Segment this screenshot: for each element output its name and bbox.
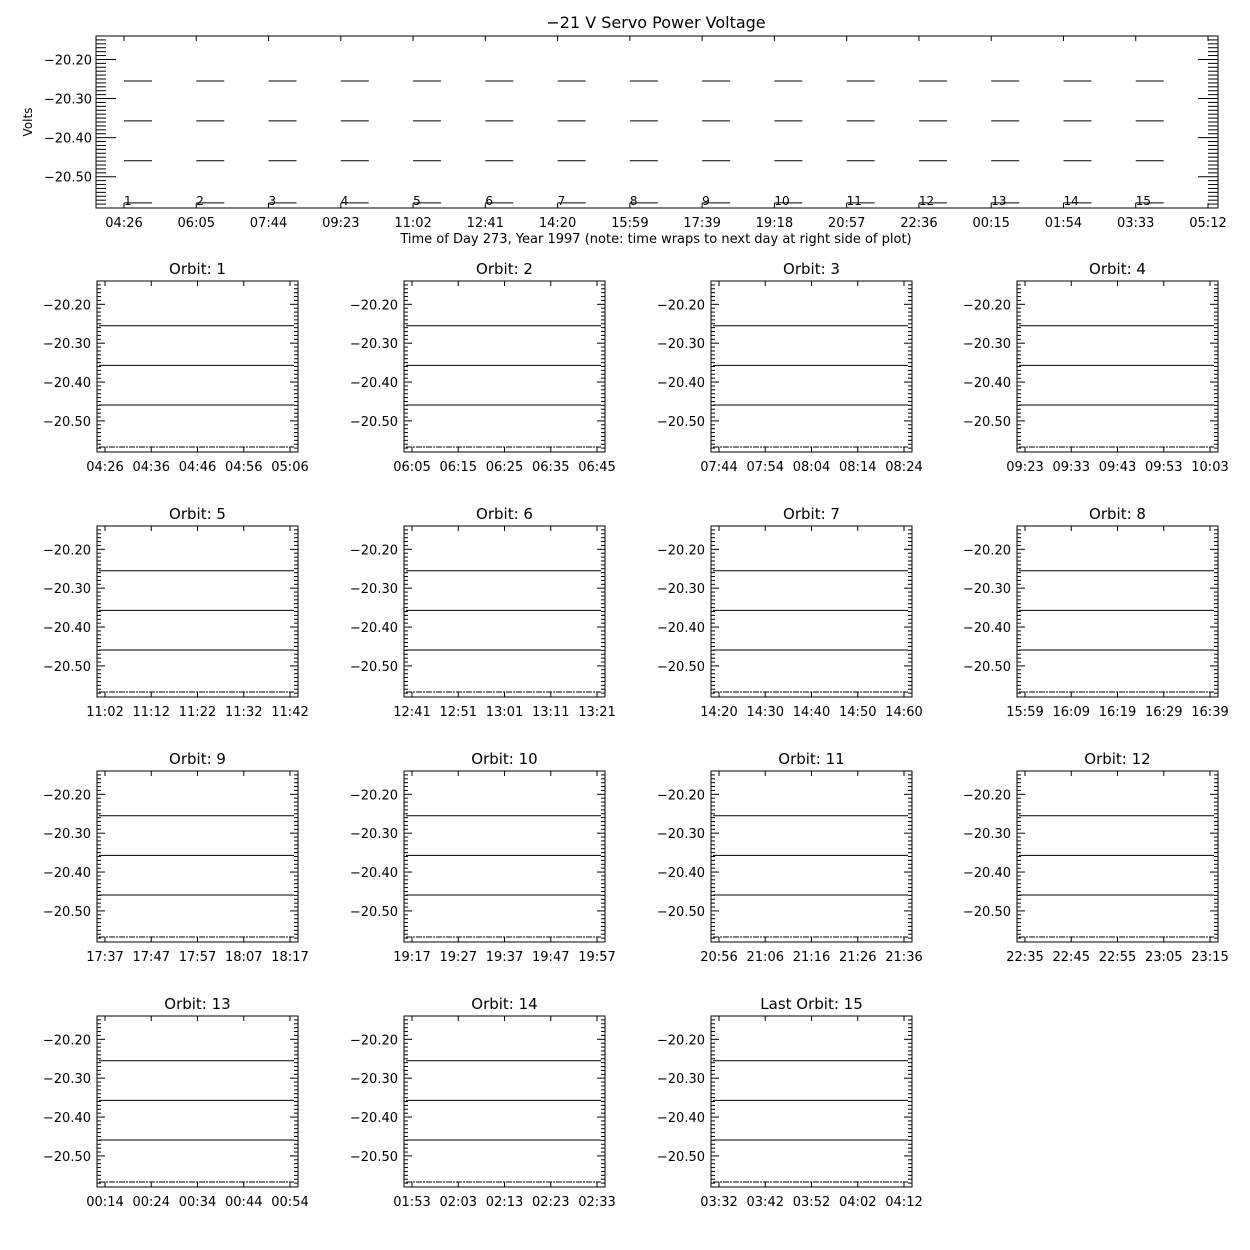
orbit-y-tick-label: −20.50 [42,904,91,920]
orbit-x-tick-label: 08:14 [839,460,877,475]
orbit-y-tick-label: −20.20 [42,788,91,804]
orbit-panel-title: Orbit: 7 [783,505,840,523]
orbit-y-tick-label: −20.20 [349,298,398,314]
orbit-panel-title: Orbit: 10 [471,750,538,768]
orbit-panel-13 [43,995,309,1210]
orbit-y-tick-label: −20.50 [656,414,705,430]
main-x-tick-label: 22:36 [900,216,938,231]
main-x-tick-label: 00:15 [972,216,1010,231]
orbit-y-tick-label: −20.40 [42,1111,91,1127]
orbit-panel-frame [404,526,605,697]
orbit-x-tick-label: 04:26 [86,460,124,475]
orbit-y-tick-label: −20.50 [656,1149,705,1165]
orbit-x-tick-label: 02:33 [578,1195,616,1210]
orbit-x-tick-label: 06:15 [439,460,477,475]
orbit-x-tick-label: 11:32 [225,705,263,720]
orbit-panel-8 [963,505,1229,720]
main-orbit-number-label: 9 [702,194,710,208]
orbit-y-tick-label: −20.20 [962,788,1011,804]
orbit-panel-4 [963,260,1229,475]
orbit-y-tick-label: −20.50 [962,659,1011,675]
main-x-tick-label: 01:54 [1044,216,1083,231]
orbit-x-tick-label: 02:03 [439,1195,477,1210]
orbit-y-tick-label: −20.30 [42,337,91,353]
main-x-tick-label: 07:44 [249,216,288,231]
main-orbit-number-label: 5 [413,194,421,208]
orbit-x-tick-label: 14:50 [839,705,877,720]
orbit-y-tick-label: −20.50 [962,414,1011,430]
orbit-y-tick-label: −20.20 [656,1033,705,1049]
orbit-y-tick-label: −20.50 [42,659,91,675]
orbit-panel-10 [350,750,616,965]
orbit-panel-title: Orbit: 5 [169,505,226,523]
orbit-y-tick-label: −20.30 [656,1072,705,1088]
orbit-y-tick-label: −20.40 [962,621,1011,637]
main-y-tick-label: −20.40 [43,131,92,147]
orbit-y-tick-label: −20.40 [656,1111,705,1127]
main-orbit-number-label: 3 [268,194,277,208]
orbit-y-tick-label: −20.50 [349,1149,398,1165]
main-x-tick-label: 11:02 [394,216,432,231]
orbit-x-tick-label: 19:17 [393,950,431,965]
orbit-y-tick-label: −20.40 [349,621,398,637]
orbit-x-tick-label: 00:24 [132,1195,170,1210]
orbit-x-tick-label: 00:54 [271,1195,309,1210]
orbit-panel-14 [350,995,616,1210]
main-orbit-number-label: 4 [340,194,349,208]
orbit-panel-title: Orbit: 2 [476,260,533,278]
orbit-y-tick-label: −20.30 [656,337,705,353]
orbit-panel-frame [711,771,912,942]
main-x-tick-label: 05:12 [1189,216,1227,231]
orbit-panels [43,260,1229,1210]
orbit-panel-frame [97,1016,298,1187]
orbit-y-tick-label: −20.30 [349,827,398,843]
orbit-y-tick-label: −20.20 [962,543,1011,559]
orbit-x-tick-label: 22:35 [1006,950,1044,965]
orbit-panel-title: Orbit: 12 [1084,750,1151,768]
orbit-y-tick-label: −20.40 [962,866,1011,882]
orbit-y-tick-label: −20.50 [349,659,398,675]
orbit-panel-title: Orbit: 14 [471,995,538,1013]
main-x-tick-label: 06:05 [177,216,216,231]
orbit-y-tick-label: −20.30 [656,827,705,843]
orbit-y-tick-label: −20.20 [656,543,705,559]
orbit-y-tick-label: −20.40 [656,866,705,882]
orbit-x-tick-label: 13:21 [578,705,616,720]
orbit-y-tick-label: −20.30 [349,337,398,353]
orbit-y-tick-label: −20.20 [42,298,91,314]
orbit-y-tick-label: −20.50 [349,904,398,920]
orbit-panel-frame [1017,526,1218,697]
main-orbit-number-label: 6 [485,194,493,208]
orbit-y-tick-label: −20.50 [42,414,91,430]
main-orbit-number-label: 14 [1063,194,1079,208]
orbit-x-tick-label: 06:35 [532,460,570,475]
orbit-y-tick-label: −20.30 [962,582,1011,598]
orbit-x-tick-label: 16:29 [1145,705,1183,720]
orbit-y-tick-label: −20.30 [656,582,705,598]
orbit-panel-title: Orbit: 1 [169,260,226,278]
main-orbit-number-label: 11 [846,194,862,208]
main-x-tick-label: 15:59 [611,216,649,231]
orbit-x-tick-label: 17:47 [132,950,170,965]
orbit-y-tick-label: −20.20 [42,1033,91,1049]
orbit-panel-2 [350,260,616,475]
orbit-y-tick-label: −20.30 [962,337,1011,353]
main-chart-plot-area [44,36,1227,231]
orbit-panel-frame [1017,771,1218,942]
orbit-x-tick-label: 03:52 [792,1195,831,1210]
orbit-x-tick-label: 05:06 [271,460,309,475]
orbit-x-tick-label: 16:19 [1098,705,1137,720]
orbit-x-tick-label: 21:26 [839,950,877,965]
orbit-y-tick-label: −20.50 [656,904,705,920]
orbit-y-tick-label: −20.30 [349,1072,398,1088]
main-orbit-number-label: 15 [1135,194,1152,208]
orbit-y-tick-label: −20.20 [349,1033,398,1049]
orbit-x-tick-label: 22:55 [1098,950,1137,965]
orbit-x-tick-label: 12:51 [439,705,477,720]
orbit-x-tick-label: 04:02 [839,1195,877,1210]
orbit-x-tick-label: 21:36 [885,950,923,965]
orbit-panel-1 [43,260,309,475]
orbit-x-tick-label: 08:24 [885,460,923,475]
orbit-y-tick-label: −20.50 [962,904,1011,920]
orbit-x-tick-label: 11:12 [132,705,170,720]
orbit-panel-title: Orbit: 13 [164,995,231,1013]
main-orbit-number-label: 10 [774,194,790,208]
orbit-x-tick-label: 06:05 [393,460,431,475]
main-x-tick-label: 17:39 [683,216,721,231]
orbit-x-tick-label: 21:06 [746,950,784,965]
orbit-panel-12 [963,750,1229,965]
orbit-panel-frame [97,281,298,452]
orbit-y-tick-label: −20.40 [42,866,91,882]
orbit-x-tick-label: 06:45 [578,460,616,475]
orbit-x-tick-label: 15:59 [1006,705,1044,720]
orbit-x-tick-label: 02:23 [532,1195,570,1210]
orbit-y-tick-label: −20.20 [42,543,91,559]
orbit-y-tick-label: −20.30 [42,827,91,843]
main-x-tick-label: 20:57 [827,216,866,231]
orbit-x-tick-label: 09:43 [1098,460,1137,475]
orbit-panel-6 [350,505,616,720]
orbit-panel-frame [97,526,298,697]
orbit-x-tick-label: 18:17 [271,950,309,965]
orbit-panel-9 [43,750,309,965]
orbit-y-tick-label: −20.50 [656,659,705,675]
orbit-x-tick-label: 10:03 [1191,460,1229,475]
orbit-x-tick-label: 17:57 [178,950,217,965]
orbit-x-tick-label: 11:02 [86,705,124,720]
orbit-x-tick-label: 14:60 [885,705,923,720]
main-orbit-number-label: 8 [629,194,638,208]
orbit-panel-3 [657,260,923,475]
orbit-x-tick-label: 00:44 [225,1195,263,1210]
orbit-y-tick-label: −20.30 [42,582,91,598]
orbit-panel-frame [711,1016,912,1187]
orbit-x-tick-label: 00:14 [86,1195,124,1210]
orbit-x-tick-label: 02:13 [485,1195,524,1210]
orbit-x-tick-label: 11:22 [178,705,217,720]
main-x-tick-label: 03:33 [1116,216,1155,231]
orbit-x-tick-label: 22:45 [1052,950,1090,965]
orbit-panel-5 [43,505,309,720]
orbit-x-tick-label: 17:37 [86,950,124,965]
main-orbit-number-label: 7 [557,194,566,208]
orbit-y-tick-label: −20.40 [42,621,91,637]
orbit-y-tick-label: −20.30 [962,827,1011,843]
orbit-x-tick-label: 19:37 [485,950,524,965]
orbit-panel-title: Orbit: 4 [1089,260,1146,278]
orbit-y-tick-label: −20.40 [349,866,398,882]
orbit-y-tick-label: −20.40 [656,621,705,637]
orbit-x-tick-label: 12:41 [393,705,431,720]
orbit-x-tick-label: 04:46 [178,460,217,475]
main-chart-y-axis-label: Volts [21,107,35,137]
main-orbit-number-label: 1 [124,194,132,208]
main-x-tick-label: 04:26 [105,216,143,231]
orbit-x-tick-label: 21:16 [792,950,831,965]
orbit-x-tick-label: 14:30 [746,705,784,720]
orbit-x-tick-label: 19:27 [439,950,477,965]
orbit-x-tick-label: 03:42 [746,1195,784,1210]
orbit-x-tick-label: 00:34 [178,1195,217,1210]
orbit-panel-frame [404,771,605,942]
orbit-x-tick-label: 09:23 [1006,460,1044,475]
orbit-x-tick-label: 18:07 [225,950,263,965]
orbit-y-tick-label: −20.40 [656,376,705,392]
orbit-y-tick-label: −20.20 [962,298,1011,314]
orbit-y-tick-label: −20.50 [42,1149,91,1165]
orbit-x-tick-label: 11:42 [271,705,309,720]
main-y-tick-label: −20.30 [43,92,92,108]
main-orbit-number-label: 13 [991,194,1007,208]
orbit-x-tick-label: 03:32 [700,1195,738,1210]
orbit-x-tick-label: 19:57 [578,950,616,965]
orbit-y-tick-label: −20.40 [349,1111,398,1127]
orbit-panel-title: Last Orbit: 15 [760,995,863,1013]
orbit-panel-frame [404,1016,605,1187]
orbit-x-tick-label: 01:53 [393,1195,431,1210]
orbit-y-tick-label: −20.50 [349,414,398,430]
orbit-x-tick-label: 20:56 [700,950,738,965]
orbit-y-tick-label: −20.20 [656,298,705,314]
orbit-x-tick-label: 13:11 [532,705,570,720]
main-orbit-number-label: 12 [918,194,935,208]
main-y-tick-label: −20.20 [43,53,92,69]
orbit-x-tick-label: 04:12 [885,1195,923,1210]
orbit-panel-7 [657,505,923,720]
orbit-x-tick-label: 09:53 [1145,460,1183,475]
orbit-x-tick-label: 16:09 [1052,705,1090,720]
orbit-y-tick-label: −20.40 [962,376,1011,392]
orbit-x-tick-label: 04:56 [225,460,263,475]
orbit-y-tick-label: −20.20 [656,788,705,804]
orbit-panel-title: Orbit: 6 [476,505,533,523]
orbit-panel-title: Orbit: 9 [169,750,226,768]
orbit-panel-frame [1017,281,1218,452]
orbit-y-tick-label: −20.30 [42,1072,91,1088]
orbit-x-tick-label: 07:44 [700,460,738,475]
orbit-panel-11 [657,750,923,965]
main-x-tick-label: 09:23 [322,216,360,231]
main-chart [21,13,1227,247]
orbit-y-tick-label: −20.40 [349,376,398,392]
orbit-y-tick-label: −20.40 [42,376,91,392]
orbit-x-tick-label: 09:33 [1052,460,1090,475]
orbit-x-tick-label: 23:05 [1145,950,1183,965]
main-x-tick-label: 14:20 [538,216,577,231]
orbit-x-tick-label: 07:54 [746,460,784,475]
orbit-panel-frame [97,771,298,942]
orbit-x-tick-label: 04:36 [132,460,170,475]
orbit-x-tick-label: 06:25 [485,460,524,475]
main-chart-frame [96,36,1218,208]
orbit-x-tick-label: 16:39 [1191,705,1229,720]
orbit-x-tick-label: 14:40 [792,705,831,720]
orbit-x-tick-label: 23:15 [1191,950,1229,965]
orbit-y-tick-label: −20.20 [349,543,398,559]
orbit-x-tick-label: 19:47 [532,950,570,965]
main-x-tick-label: 12:41 [466,216,505,231]
main-x-tick-label: 19:18 [755,216,794,231]
orbit-panel-frame [711,526,912,697]
orbit-panel-title: Orbit: 11 [778,750,845,768]
orbit-y-tick-label: −20.20 [349,788,398,804]
orbit-x-tick-label: 13:01 [485,705,524,720]
main-chart-title: −21 V Servo Power Voltage [546,13,766,32]
orbit-x-tick-label: 08:04 [792,460,831,475]
orbit-x-tick-label: 14:20 [700,705,738,720]
orbit-panel-15 [657,995,923,1210]
main-orbit-number-label: 2 [196,194,204,208]
main-y-tick-label: −20.50 [43,170,92,186]
orbit-panel-frame [404,281,605,452]
orbit-panel-title: Orbit: 8 [1089,505,1146,523]
orbit-y-tick-label: −20.30 [349,582,398,598]
main-chart-x-axis-label: Time of Day 273, Year 1997 (note: time wraps to next day at right side of plot) [400,232,912,247]
orbit-panel-frame [711,281,912,452]
orbit-panel-title: Orbit: 3 [783,260,840,278]
